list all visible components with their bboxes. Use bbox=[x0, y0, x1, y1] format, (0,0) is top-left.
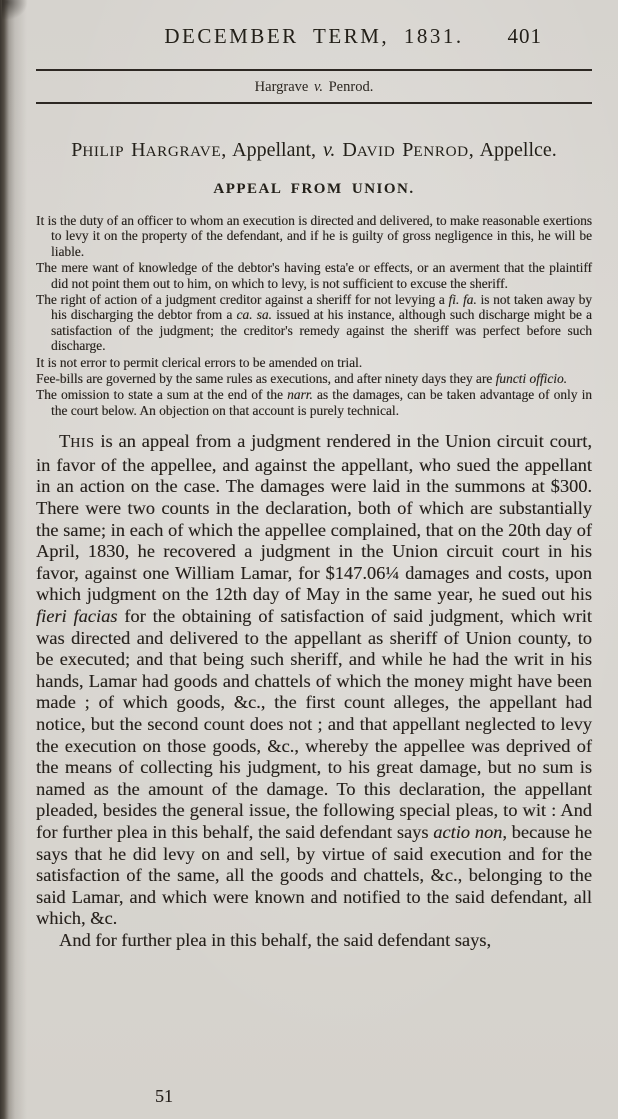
text-run: The mere want of knowledge of the debtor's having esta'e or effects, or an averment that the plaintiff did not point them out to him, on which to levy, is not sufficient to excuse the sheriff. bbox=[36, 260, 592, 291]
headnote-paragraph bbox=[36, 213, 592, 259]
text-run: Penrod. bbox=[322, 79, 374, 95]
running-head bbox=[255, 79, 374, 95]
text-run: T bbox=[59, 431, 71, 452]
term-heading: DECEMBER TERM, 1831. bbox=[164, 24, 464, 48]
scan-smudge bbox=[2, 0, 28, 20]
text-run: v. bbox=[313, 79, 323, 95]
text-run: P bbox=[71, 139, 83, 161]
text-run: The omission to state a sum at the end of the bbox=[36, 387, 288, 403]
body-section bbox=[36, 431, 592, 951]
headnote-paragraph bbox=[36, 260, 592, 291]
text-run: The right of action of a judgment creditor against a sheriff for not levying a bbox=[36, 292, 449, 308]
headnote-paragraph bbox=[36, 387, 592, 418]
text-run: , Appellant, bbox=[221, 139, 323, 161]
signature-number: 51 bbox=[155, 1086, 173, 1106]
text-run: D bbox=[335, 139, 357, 161]
text-run: functi officio. bbox=[495, 371, 567, 387]
headnote-paragraph bbox=[36, 292, 592, 354]
text-run: HILIP bbox=[82, 143, 125, 160]
text-run: And for further plea in this behalf, the said defendant says, bbox=[59, 929, 492, 950]
case-title bbox=[36, 138, 592, 164]
headnote-paragraph bbox=[36, 371, 592, 386]
body-paragraph bbox=[36, 930, 592, 952]
text-run: Fee-bills are governed by the same rules as executions, and after ninety days they are bbox=[36, 371, 496, 387]
text-run: fi. fa. bbox=[448, 292, 477, 308]
body-paragraph bbox=[36, 431, 592, 930]
text-run: for the obtaining of satisfaction of said judgment, which writ was directed and delivered to the appellant as sheriff of Union county, to be executed; and that being such sheriff, and while he had the writ in his hands, Lamar had goods and chattels of which the money might have been made ; of which goods, &c., the first count alleges, the appellant had notice, but the second count does not ; and that appellant neglected to levy the execution on those goods, &c., whereby the appellee was deprived of the means of collecting his judgment, to his great damage, but no sum is named as the amount of the damage. To this declaration, the appellant pleaded, besides the general issue, the following special pleas, to wit : And for further plea in this behalf, the said defendant says bbox=[36, 606, 592, 842]
text-run: ca. sa. bbox=[236, 307, 272, 323]
text-run: ENROD bbox=[413, 143, 469, 160]
text-run: ARGRAVE bbox=[145, 143, 222, 160]
text-run: It is not error to permit clerical errors to be amended on trial. bbox=[36, 354, 363, 370]
text-run: fieri facias bbox=[36, 606, 118, 627]
text-run: , Appellce. bbox=[468, 139, 557, 161]
headnotes-section bbox=[36, 213, 592, 418]
text-run: narr. bbox=[287, 387, 313, 403]
venue-line: APPEAL FROM UNION. bbox=[213, 181, 415, 197]
page-number: 401 bbox=[507, 24, 542, 48]
text-run: v. bbox=[323, 139, 336, 161]
text-run: AVID bbox=[356, 143, 396, 160]
text-run: H bbox=[124, 139, 146, 161]
text-run: issued at his instance, although such discharge might be a satisfaction of the judgment; the creditor's remedy against the sheriff was perfect before such discharge. bbox=[51, 307, 592, 354]
text-run: as the damages, can be taken advantage of only in the court below. An objection on that account is purely technical. bbox=[51, 387, 592, 418]
text-run: actio non bbox=[433, 821, 503, 842]
text-run: P bbox=[395, 139, 414, 161]
text-run: It is the duty of an officer to whom an execution is directed and delivered, to make reasonable exertions to levy it on the property of the defendant, and if he is guilty of gross negligence in this, he will be liable. bbox=[36, 213, 592, 259]
page-content bbox=[0, 24, 618, 952]
text-run: HIS bbox=[70, 436, 95, 452]
page-header bbox=[36, 24, 592, 48]
running-head-box bbox=[36, 69, 592, 104]
text-run: is an appeal from a judgment rendered in the Union circuit court, in favor of the appellee, and against the appellant, who sued the appellant in an action on the case. The damages were laid in the summons at $300. There were two counts in the declaration, both of which are substantially the same; in each of which the appellee complained, that on the 20th day of April, 1830, he recovered a judgment in the Union circuit court in his favor, against one William Lamar, for $147.06¼ damages and costs, upon which judgment on the 12th day of May in the same year, he sued out his bbox=[36, 431, 592, 605]
text-run: is not taken away by his discharging the debtor from a bbox=[51, 292, 592, 323]
text-run: , because he says that he did levy on and sell, by virtue of said execution and for the satisfaction of the same, all the goods and chattels, &c., belonging to the said Lamar, and which were known and notified to the said defendant, all which, &c. bbox=[36, 821, 592, 929]
headnote-paragraph bbox=[36, 355, 592, 370]
text-run: Hargrave bbox=[254, 79, 314, 95]
